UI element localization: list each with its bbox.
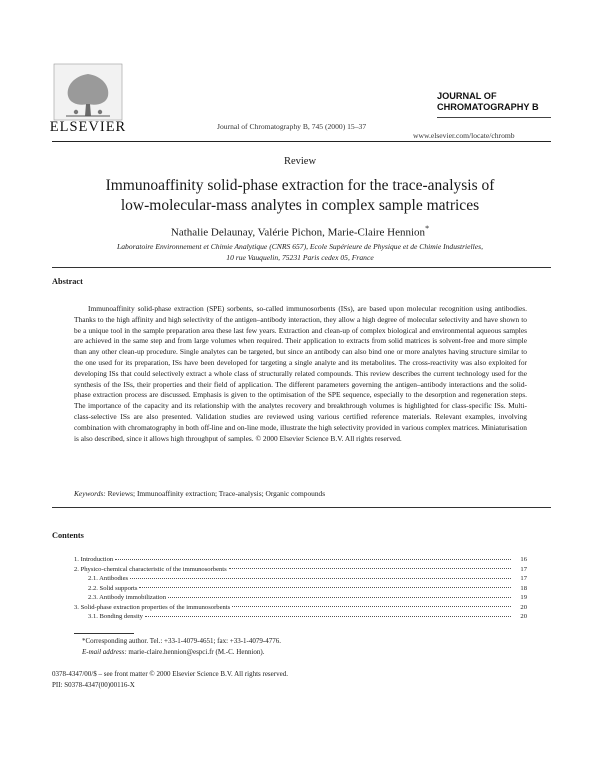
contents-heading: Contents [52,531,84,540]
affiliation-line-1: Laboratoire Environnement et Chimie Analytique (CNRS 657), Ecole Supérieure de Physique et de Chimie Industrielles, [117,242,483,251]
toc-entry-title: 2.1. Antibodies [88,575,129,582]
toc-entry-title: 2. Physico-chemical characteristic of the immunosorbents [74,565,227,573]
journal-name-line1: JOURNAL OF [437,91,497,101]
pii-line: PII: S0378-4347(00)00116-X [52,681,135,689]
toc-page-number: 20 [520,613,527,620]
toc-leader [139,587,511,588]
toc-entry[interactable] [74,556,527,566]
toc-page-number: 17 [520,575,527,582]
toc-page-number: 16 [520,556,527,563]
abstract-heading: Abstract [52,277,83,286]
toc-page-number: 20 [520,603,527,611]
toc-entry-title: 3. Solid-phase extraction properties of the immunosorbents [74,603,231,611]
toc-page-number: 18 [520,584,527,592]
email-note [82,648,265,656]
toc-entry[interactable] [74,594,527,604]
journal-name [437,91,539,113]
email-label: E-mail address: [82,648,127,656]
article-title [60,176,540,216]
keywords-list: Reviews; Immunoaffinity extraction; Trace-analysis; Organic compounds [105,489,326,498]
publisher-name: ELSEVIER [49,119,127,135]
abstract-top-divider [52,267,551,268]
toc-leader [229,568,511,569]
toc-page-number: 19 [520,594,527,601]
header-divider [52,141,551,142]
toc-leader [115,559,511,560]
toc-entry-title: 3.1. Bonding density [88,613,143,620]
affiliation [60,241,540,263]
abstract-bottom-divider [52,507,551,508]
abstract-body: Immunoaffinity solid-phase extraction (SPE) sorbents, so-called immunosorbents (ISs), are based upon molecular recognition using antibodies. Thanks to the high affinity and high selectivity of the antigen–antibody interaction, they allow a high degree of molecular selectivity and have shown to be a unique tool in the sample preparation area these last few years. Extraction and clean-up of complex biological and environmental aqueous samples are achieved in the same step and from large volumes when required. Their application to extracts from solid matrices is solvent-free and more simple than any other clean-up procedure. Single analytes can be targeted, but since an antibody can also bind one or more analytes having structure similar to the one used for its preparation, ISs have been developed for targeting a single analyte and its metabolites. The cross-reactivity was also exploited for developing ISs that could selectively extract a whole class of structurally related compounds. This review describes the current technology used for the synthesis of the ISs, their properties and their field of application. The different parameters governing the antigen–antibody interactions and the solid-phase extraction process are discussed. Emphasis is given to the optimisation of the SPE sequence, especially to the desorption and regeneration steps. The importance of the capacity and its relationship with the analytes recovery and breakthrough volumes is highlighted for class-specific ISs. Multi-class-selective ISs are also presented. Validation studies are reviewed using various certified reference materials. Relevant examples, involving combination with chromatography in both off-line and on-line mode, illustrate the high selectivity provided in various complex matrices. Miniaturisation is also described, since it allows high throughput of samples. © 2000 Elsevier Science B.V. All rights reserved. [74,304,527,443]
email-address[interactable]: marie-claire.hennion@espci.fr (M.-C. Hennion). [126,648,265,656]
journal-rule [437,117,551,118]
keywords [74,489,527,498]
toc-entry-title: 2.2. Solid supports [88,584,138,592]
toc-entry[interactable] [74,566,527,576]
affiliation-line-2: 10 rue Vauquelin, 75231 Paris cedex 05, France [226,253,374,262]
corresponding-author-mark: * [425,224,430,233]
toc-page-number: 17 [520,565,527,573]
elsevier-tree-icon [52,62,124,122]
journal-name-line2: CHROMATOGRAPHY B [437,102,539,112]
toc-entry[interactable] [74,585,527,595]
title-line-2: low-molecular-mass analytes in complex sample matrices [120,197,480,214]
footnote-divider [74,633,134,634]
article-type: Review [283,156,317,167]
toc-leader [232,606,511,607]
corresponding-author-note: *Corresponding author. Tel.: +33-1-4079-4651; fax: +33-1-4079-4776. [82,637,281,645]
keywords-label: Keywords: [74,489,106,498]
toc-entry-title: 2.3. Antibody immobilization [88,594,167,601]
title-line-1: Immunoaffinity solid-phase extraction for the trace-analysis of [105,177,495,194]
toc-entry[interactable] [74,604,527,614]
author-names: Nathalie Delaunay, Valérie Pichon, Marie-Claire Hennion [170,226,426,239]
author-list [0,224,600,239]
toc-entry[interactable] [74,575,527,585]
toc-leader [130,578,511,579]
toc-leader [168,597,511,598]
journal-url[interactable]: www.elsevier.com/locate/chromb [413,131,515,140]
front-matter-line: 0378-4347/00/$ – see front matter © 2000 Elsevier Science B.V. All rights reserved. [52,670,288,678]
toc-entry-title: 1. Introduction [74,556,114,563]
toc-entry[interactable] [74,613,527,623]
table-of-contents [74,556,527,623]
journal-citation: Journal of Chromatography B, 745 (2000) 15–37 [217,122,367,131]
toc-leader [145,616,511,617]
